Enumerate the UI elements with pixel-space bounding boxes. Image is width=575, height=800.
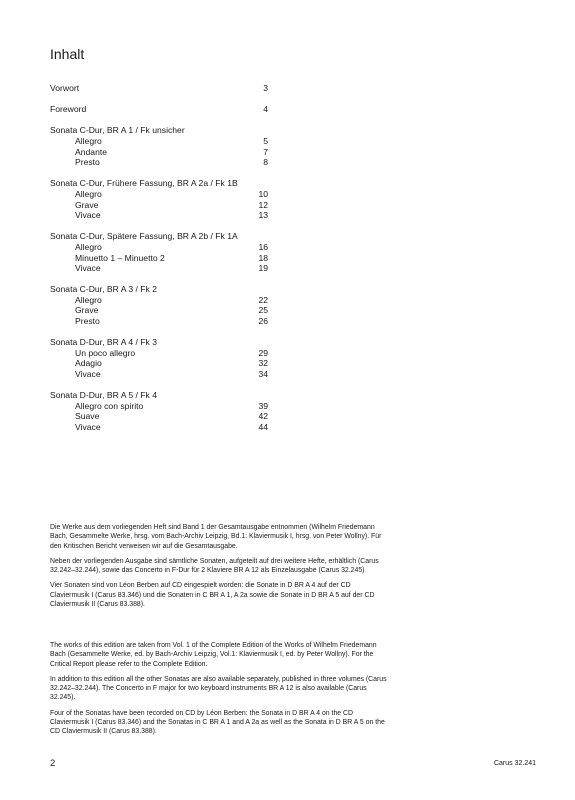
toc-page-number: 18 xyxy=(258,252,268,263)
toc-entry-row xyxy=(50,337,268,348)
table-of-contents xyxy=(50,83,268,433)
toc-movement-row xyxy=(50,200,268,211)
catalog-reference: Carus 32.241 xyxy=(493,760,536,767)
toc-label: Vivace xyxy=(75,210,101,221)
toc-entry-row xyxy=(50,83,268,94)
toc-label: Grave xyxy=(75,199,99,210)
toc-label: Foreword xyxy=(50,104,87,115)
toc-label: Allegro xyxy=(75,135,102,146)
toc-page-number: 22 xyxy=(258,294,268,305)
toc-spacer xyxy=(50,115,268,126)
toc-page-number: 10 xyxy=(258,188,268,199)
toc-label: Suave xyxy=(75,411,100,422)
toc-label: Vivace xyxy=(75,422,101,432)
toc-label: Vivace xyxy=(75,369,101,380)
toc-entry-row xyxy=(50,104,268,115)
toc-label: Grave xyxy=(75,305,99,316)
toc-label: Sonata D-Dur, BR A 4 / Fk 3 xyxy=(50,337,157,348)
toc-movement-row xyxy=(50,348,268,359)
toc-movement-row xyxy=(50,422,268,433)
toc-page-number: 34 xyxy=(258,369,268,380)
toc-movement-row xyxy=(50,411,268,422)
note-paragraph: In addition to this edition all the other Sonatas are also available separately, published in three volumes (Carus 32.242–32.244). The Concerto in F major for two keyboard instruments BR A 12 is also available (Carus 32.245). xyxy=(50,675,387,702)
toc-page-number: 3 xyxy=(263,83,268,93)
toc-movement-row xyxy=(50,295,268,306)
toc-page-number: 29 xyxy=(258,347,268,358)
notes-english xyxy=(50,641,390,743)
toc-label: Sonata C-Dur, BR A 3 / Fk 2 xyxy=(50,284,157,295)
toc-label: Presto xyxy=(75,157,100,168)
toc-label: Sonata C-Dur, BR A 1 / Fk unsicher xyxy=(50,125,185,136)
toc-label: Presto xyxy=(75,316,100,327)
page-title: Inhalt xyxy=(50,46,85,62)
note-paragraph: Die Werke aus dem vorliegenden Heft sind Band 1 der Gesamtausgabe entnommen (Wilhelm Friedemann Bach, Gesammelte Werke, hrsg. vom Bach-Archiv Leipzig, Bd.1: Klaviermusik I, hrsg. von Peter Wollny). Für den Kritischen Bericht verweisen wir auf die Gesamtausgabe. xyxy=(50,524,382,550)
toc-page-number: 4 xyxy=(263,104,268,115)
toc-page-number: 42 xyxy=(258,411,268,422)
toc-label: Allegro con spirito xyxy=(75,400,144,411)
toc-spacer xyxy=(50,221,268,232)
toc-page-number: 44 xyxy=(258,422,268,432)
toc-page-number: 19 xyxy=(258,263,268,274)
toc-movement-row xyxy=(50,210,268,221)
toc-movement-row xyxy=(50,305,268,316)
toc-movement-row xyxy=(50,401,268,412)
notes-german xyxy=(50,523,390,615)
toc-movement-row xyxy=(50,189,268,200)
toc-movement-row xyxy=(50,316,268,327)
toc-movement-row xyxy=(50,147,268,158)
toc-entry-row xyxy=(50,284,268,295)
toc-label: Un poco allegro xyxy=(75,347,136,358)
note-paragraph: Vier Sonaten sind von Léon Berben auf CD eingespielt worden: die Sonate in D BR A 4 auf der CD Claviermusik I (Carus 83.346) und die Sonaten in C BR A 1, A 2a sowie die Sonate in D BR A 5 auf der CD Claviermusik II (Carus 83.388). xyxy=(50,582,375,609)
toc-movement-row xyxy=(50,136,268,147)
toc-entry-row xyxy=(50,125,268,136)
toc-page-number: 39 xyxy=(258,400,268,411)
toc-label: Adagio xyxy=(75,358,102,369)
toc-spacer xyxy=(50,168,268,179)
toc-label: Sonata C-Dur, Frühere Fassung, BR A 2a / Fk 1B xyxy=(50,178,238,189)
toc-label: Vivace xyxy=(75,263,101,274)
toc-page-number: 5 xyxy=(263,135,268,146)
toc-page-number: 13 xyxy=(258,210,268,221)
toc-page-number: 8 xyxy=(263,157,268,168)
toc-label: Allegro xyxy=(75,241,102,252)
toc-label: Sonata D-Dur, BR A 5 / Fk 4 xyxy=(50,390,157,401)
toc-label: Allegro xyxy=(75,294,102,305)
toc-movement-row xyxy=(50,242,268,253)
toc-movement-row xyxy=(50,369,268,380)
toc-movement-row xyxy=(50,253,268,264)
toc-movement-row xyxy=(50,263,268,274)
toc-movement-row xyxy=(50,358,268,369)
toc-spacer xyxy=(50,274,268,285)
toc-spacer xyxy=(50,380,268,391)
toc-entry-row xyxy=(50,231,268,242)
note-paragraph: Neben der vorliegenden Ausgabe sind sämtliche Sonaten, aufgeteilt auf drei weitere Hefte, erhältlich (Carus 32.242–32.244), sowie das Concerto in F-Dur für 2 Klaviere BR A 12 als Einzelausgabe (Carus 32.245) xyxy=(50,557,379,575)
toc-label: Sonata C-Dur, Spätere Fassung, BR A 2b / Fk 1A xyxy=(50,231,238,242)
toc-page-number: 12 xyxy=(258,199,268,210)
toc-page-number: 7 xyxy=(263,146,268,157)
toc-spacer xyxy=(50,94,268,105)
toc-page-number: 16 xyxy=(258,241,268,252)
toc-page-number: 26 xyxy=(258,316,268,327)
toc-entry-row xyxy=(50,390,268,401)
toc-entry-row xyxy=(50,178,268,189)
toc-label: Minuetto 1 – Minuetto 2 xyxy=(75,252,165,263)
note-paragraph: Four of the Sonatas have been recorded on CD by Léon Berben: the Sonata in D BR A 4 on the CD Claviermusik I (Carus 83.346) and the Sonatas in C BR A 1 and A 2a as well as the Sonata in D BR A 5 on the CD Claviermusik II (Carus 83.388). xyxy=(50,709,385,736)
toc-label: Allegro xyxy=(75,188,102,199)
toc-movement-row xyxy=(50,157,268,168)
toc-label: Andante xyxy=(75,146,108,157)
toc-page-number: 32 xyxy=(258,358,268,369)
page-number: 2 xyxy=(50,758,56,769)
toc-spacer xyxy=(50,327,268,338)
toc-label: Vorwort xyxy=(50,83,80,93)
toc-page-number: 25 xyxy=(258,305,268,316)
note-paragraph: The works of this edition are taken from Vol. 1 of the Complete Edition of the Works of Wilhelm Friedemann Bach (Gesammelte Werke, ed. by Bach-Archiv Leipzig, Vol.1: Klaviermusik I, ed. by Peter Wollny). For the Critical Report please refer to the Complete Edition. xyxy=(50,642,377,668)
